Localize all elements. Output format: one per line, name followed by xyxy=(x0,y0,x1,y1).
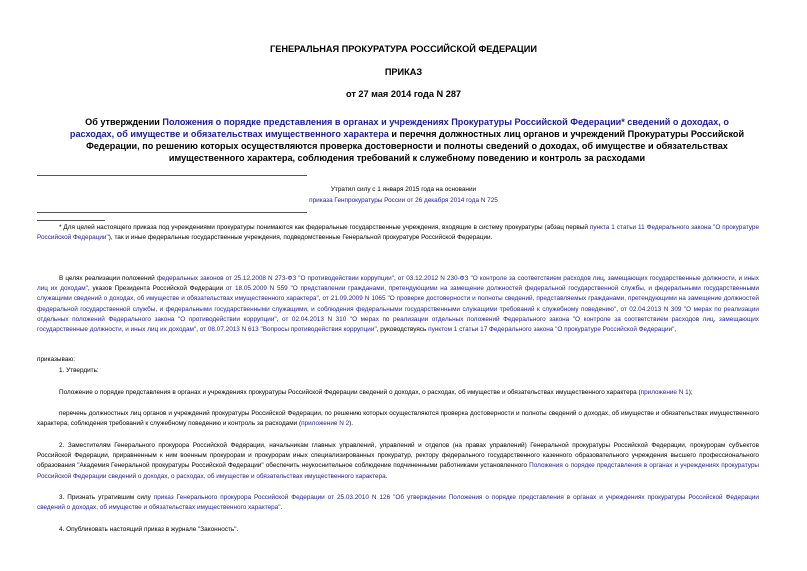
item-1-regulation: Положение о порядке представления в органах и учреждениях прокуратуры Российской Федерации сведений о доходах, о расходах, об имуществе и обязательствах имущественного характера (приложение N 1); xyxy=(59,389,693,396)
org-heading: ГЕНЕРАЛЬНАЯ ПРОКУРАТУРА РОССИЙСКОЙ ФЕДЕРАЦИИ xyxy=(270,44,537,54)
link-decree-309[interactable]: от 02.04.2013 N 309 "О мерах по реализации отдельных положений Федерального закона "О противодействии коррупции" xyxy=(37,305,759,323)
link-decree-613[interactable]: от 08.07.2013 N 613 "Вопросы противодействия коррупции" xyxy=(199,326,377,334)
repeal-note xyxy=(0,186,807,193)
item-3: 3. Признать утратившим силу приказ Генерального прокурора Российской Федерации от 25.03.2010 N 126 "Об утверждении Положения о порядке представления в органах и учреждениях прокуратуры Российской Федерации сведений о доходах, об имуществе и обязательствах имущественного характера". xyxy=(37,494,759,512)
link-regulation[interactable]: Положения о порядке представления в органах и учреждениях прокуратуры Российской Федерации сведений о доходах, о расходах, об имуществе и обязательствах имущественного характера xyxy=(37,462,759,480)
date-number-heading: от 27 мая 2014 года N 287 xyxy=(345,89,462,99)
title-mid: и xyxy=(388,129,400,139)
repeal-link[interactable]: приказа Генпрокуратуры России от 26 декабря 2014 года N 725 xyxy=(309,197,498,204)
footnote-rule xyxy=(37,220,105,221)
footnote-link-law[interactable]: пункта 1 статьи 11 Федерального закона "О прокуратуре Российской Федерации" xyxy=(37,224,759,242)
title-link-regulation[interactable]: Положения о порядке представления в органах и учреждениях Прокуратуры Российской Федерации* сведений о доходах, о расходах, об имуществе и обязательствах имущественного характера xyxy=(69,117,729,139)
item-1: 1. Утвердить: xyxy=(59,367,99,374)
item-2: 2. Заместителям Генерального прокурора Российской Федерации, начальникам главных управлений, управлений и отделов (на правах управлений) Генеральной прокуратуры Российской Федерации, прокурорам субъектов Российской Федерации, приравненным к ним военным прокурорам и прокурорам иных специализированных прокуратур, ректору федерального государственного казенного образовательного учреждения высшего профессионального образования "Академия Генеральной прокуратуры Российской Федерации" обеспечить неукоснительное соблюдение подчиненными работниками установленного Положения о порядке представления в органах и учреждениях прокуратуры Российской Федерации сведений о доходах, о расходах, об имуществе и обязательствах имущественного характера. xyxy=(37,442,759,480)
doc-type-heading: ПРИКАЗ xyxy=(384,67,423,77)
link-law-prosecution-art17[interactable]: пунктом 1 статьи 17 Федерального закона "О прокуратуре Российской Федерации" xyxy=(428,326,675,334)
link-decree-559[interactable]: от 18.05.2009 N 559 "О представлении гражданами, претендующими на замещение должностей федеральной государственной службы, и федеральными государственными служащими сведений о доходах, об имуществе и обязательствах имущественного характера" xyxy=(37,285,759,303)
title-prefix: Об утверждении xyxy=(85,117,163,127)
link-order-126[interactable]: приказ Генерального прокурора Российской Федерации от 25.03.2010 N 126 "Об утверждении Положения о порядке представления в органах и учреждениях прокуратуры Российской Федерации сведений о доходах, об имуществе и обязательствах имущественного характера" xyxy=(37,494,759,512)
preamble: В целях реализации положений федеральных законов от 25.12.2008 N 273-ФЗ "О противодействии коррупции", от 03.12.2012 N 230-ФЗ "О контроле за соответствием расходов лиц, замещающих государственные должности, и иных лиц их доходам", указов Президента Российской Федерации от 18.05.2009 N 559 "О представлении гражданами, претендующими на замещение должностей федеральной государственной службы, и федеральными государственными служащими сведений о доходах, об имуществе и обязательствах имущественного характера", от 21.09.2009 N 1065 "О проверке достоверности и полноты сведений, представляемых гражданами, претендующими на замещение должностей федеральной государственной службы, и федеральными государственными служащими, и соблюдения федеральными государственными служащими требований к служебному поведению", от 02.04.2013 N 309 "О мерах по реализации отдельных положений Федерального закона "О противодействии коррупции", от 02.04.2013 N 310 "О мерах по реализации отдельных положений Федерального закона "О контроле за соответствием расходов лиц, замещающих государственные должности, и иных лиц их доходам", от 08.07.2013 N 613 "Вопросы противодействия коррупции", руководствуясь пунктом 1 статьи 17 Федерального закона "О прокуратуре Российской Федерации", xyxy=(37,275,759,334)
repeal-text: Утратил силу с 1 января 2015 года на основании xyxy=(330,186,477,193)
order-clause: приказываю: xyxy=(37,356,75,363)
link-law-273[interactable]: федеральных законов от 25.12.2008 N 273-ФЗ "О противодействии коррупции" xyxy=(156,275,394,282)
divider-bottom xyxy=(37,212,307,213)
link-decree-1065[interactable]: от 21.09.2009 N 1065 "О проверке достоверности и полноты сведений, представляемых гражданами, претендующими на замещение должностей федеральной государственной службы, и федеральными государственными служащими, и соблюдения федеральными государственными служащими требований к служебному поведению" xyxy=(37,295,759,313)
footnote: * Для целей настоящего приказа под учреждениями прокуратуры понимаются как федеральные государственные учреждения, входящие в систему прокуратуры (абзац первый пункта 1 статьи 11 Федерального закона "О прокуратуре Российской Федерации"), так и иные федеральные государственные учреждения, подведомственные Генеральной прокуратуре Российской Федерации. xyxy=(37,224,759,242)
link-law-230[interactable]: от 03.12.2012 N 230-ФЗ "О контроле за соответствием расходов лиц, замещающих государственные должности, и иных лиц их доходам" xyxy=(37,275,759,293)
divider-top xyxy=(37,175,307,176)
link-appendix-2[interactable]: приложение N 2 xyxy=(301,420,350,428)
item-1-list: перечень должностных лиц органов и учреждений прокуратуры Российской Федерации, по решению которых осуществляются проверка достоверности и полноты сведений о доходах, об имуществе и обязательствах имущественного характера, соблюдения требований к служебному поведению и контроль за расходами (приложение N 2). xyxy=(37,410,759,428)
link-appendix-1[interactable]: приложение N 1 xyxy=(640,389,689,396)
document-title xyxy=(62,116,752,164)
item-4: 4. Опубликовать настоящий приказ в журнале "Законность". xyxy=(59,526,239,533)
title-list: перечня должностных лиц органов и учреждений Прокуратуры Российской Федерации, по решению которых осуществляются проверка достоверности и полноты сведений о доходах, об имуществе и обязательствах имущественного характера, соблюдения требований к служебному поведению и контроль за расходами xyxy=(86,129,745,163)
link-decree-310[interactable]: от 02.04.2013 N 310 "О мерах по реализации отдельных положений Федерального закона "О контроле за соответствием расходов лиц, замещающих государственные должности, и иных лиц их доходам" xyxy=(37,315,759,334)
